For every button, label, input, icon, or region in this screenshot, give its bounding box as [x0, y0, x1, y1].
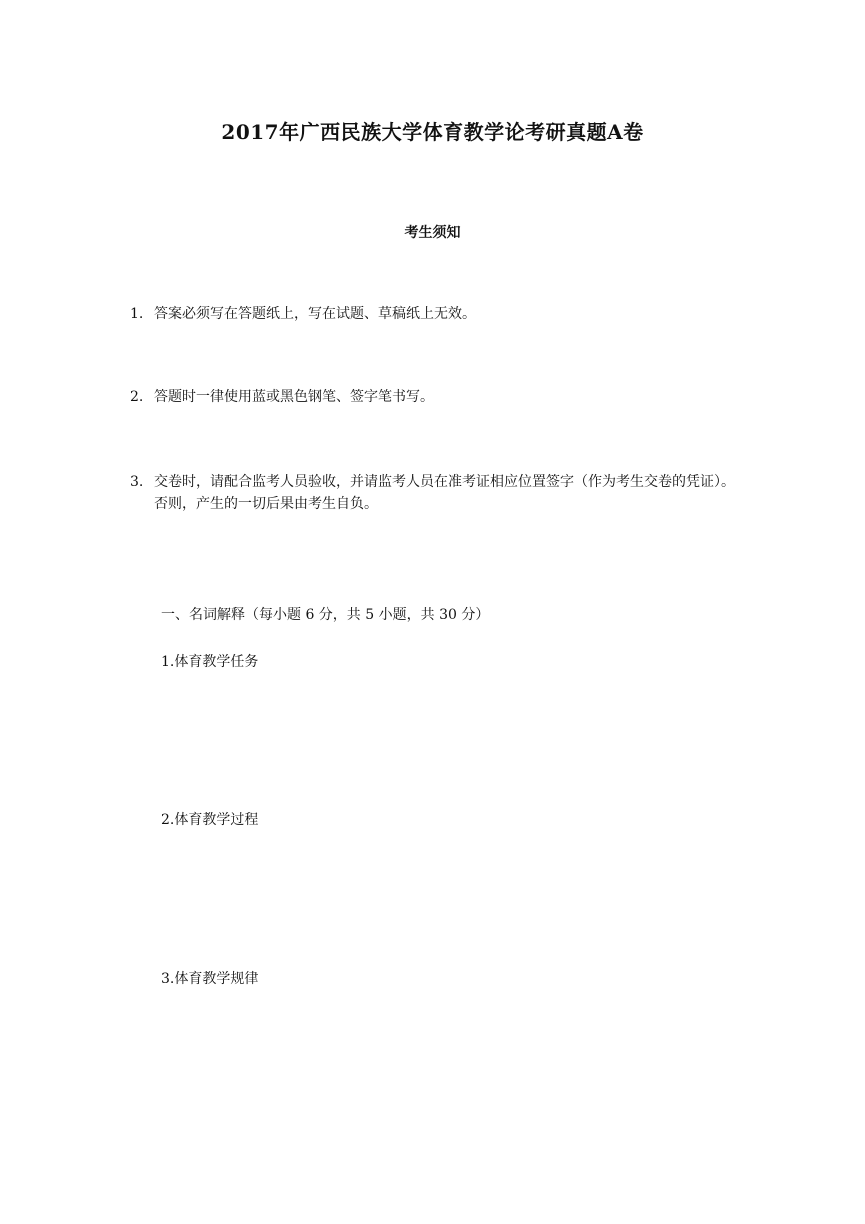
question-item: 2.体育教学过程: [161, 812, 259, 828]
rule-item: [130, 303, 740, 325]
notice-heading: 考生须知: [404, 225, 461, 241]
rule-item: [130, 386, 740, 408]
document-title: 2017年广西民族大学体育教学论考研真题A卷: [221, 120, 644, 144]
rule-text: 答案必须写在答题纸上，写在试题、草稿纸上无效。: [154, 306, 476, 322]
rule-text: 答题时一律使用蓝或黑色钢笔、签字笔书写。: [154, 389, 434, 405]
section-heading: 一、名词解释（每小题 6 分，共 5 小题，共 30 分）: [161, 607, 490, 623]
rule-text: 交卷时，请配合监考人员验收，并请监考人员在准考证相应位置签字（作为考生交卷的凭证）。否则，产生的一切后果由考生自负。: [154, 474, 735, 512]
rule-number: 3.: [130, 474, 144, 490]
question-item: 3.体育教学规律: [161, 971, 259, 987]
question-item: 1.体育教学任务: [161, 654, 259, 670]
rule-item: [130, 471, 740, 515]
rule-number: 1.: [130, 306, 144, 322]
rule-number: 2.: [130, 389, 144, 405]
